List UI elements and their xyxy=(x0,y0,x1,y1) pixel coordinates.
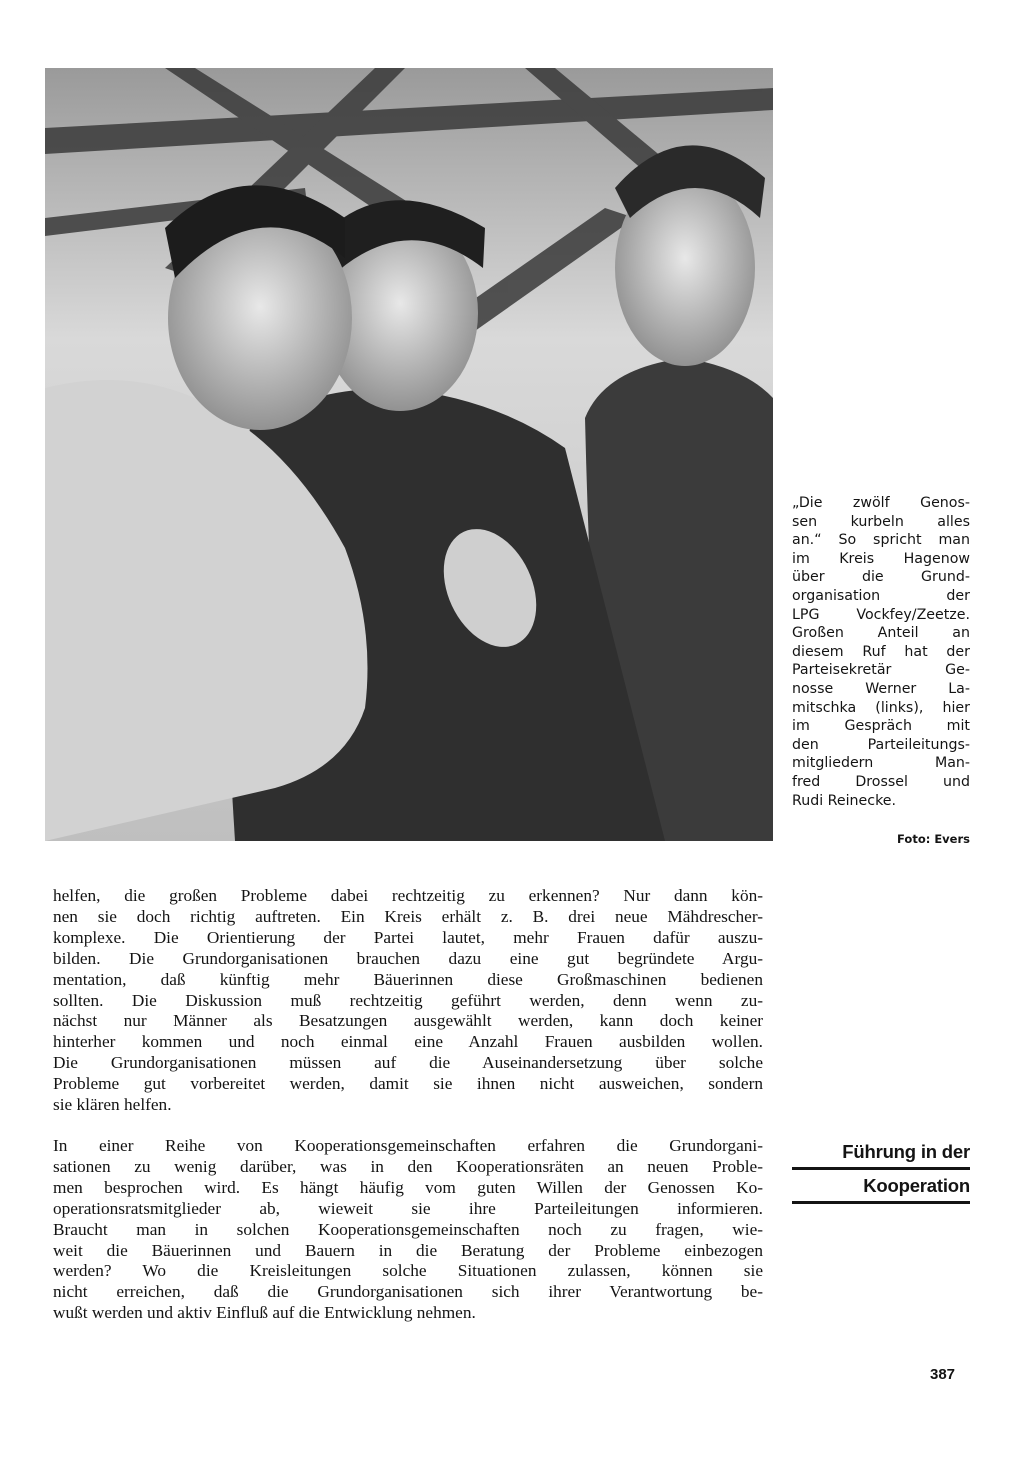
heading-rule xyxy=(792,1201,970,1204)
caption-line: mitgliedern Man- xyxy=(792,755,970,772)
caption-line: mitschka (links), hier xyxy=(792,699,970,716)
text-line: Braucht man in solchen Kooperationsgemeinschaften noch zu fragen, wie- xyxy=(53,1219,763,1239)
photo-credit: Foto: Evers xyxy=(897,832,970,846)
caption-line: LPG Vockfey/Zeetze. xyxy=(792,606,970,623)
text-line: werden? Wo die Kreisleitungen solche Situationen zulassen, können sie xyxy=(53,1261,763,1281)
caption-line: fred Drossel und xyxy=(792,773,970,790)
caption-line: diesem Ruf hat der xyxy=(792,643,970,660)
text-line: komplexe. Die Orientierung der Partei lautet, mehr Frauen dafür auszu- xyxy=(53,927,763,947)
caption-line: Parteisekretär Ge- xyxy=(792,662,970,679)
side-heading-line1: Führung in der xyxy=(842,1141,970,1162)
text-line: bilden. Die Grundorganisationen brauchen dazu eine gut begründete Argu- xyxy=(53,948,763,968)
photo-caption xyxy=(792,494,970,810)
side-heading-line2: Kooperation xyxy=(863,1175,970,1196)
paragraph xyxy=(53,1136,763,1324)
text-line: Die Grundorganisationen müssen auf die Auseinandersetzung über solche xyxy=(53,1053,763,1073)
text-line: weit die Bäuerinnen und Bauern in die Beratung der Probleme einbezogen xyxy=(53,1240,763,1260)
caption-line: organisation der xyxy=(792,587,970,604)
caption-line: im Gespräch mit xyxy=(792,718,970,735)
caption-line: an.“ So spricht man xyxy=(792,532,970,549)
caption-line: im Kreis Hagenow xyxy=(792,550,970,567)
caption-line: sen kurbeln alles xyxy=(792,513,970,530)
text-line: sollten. Die Diskussion muß rechtzeitig geführt werden, denn wenn zu- xyxy=(53,990,763,1010)
text-line: nächst nur Männer als Besatzungen ausgewählt werden, kann doch keiner xyxy=(53,1011,763,1031)
text-line: nen sie doch richtig auftreten. Ein Kreis erhält z. B. drei neue Mähdrescher- xyxy=(53,906,763,926)
page-number: 387 xyxy=(930,1366,956,1383)
caption-line: nosse Werner La- xyxy=(792,680,970,697)
caption-line: „Die zwölf Genos- xyxy=(792,495,970,511)
text-line: sie klären helfen. xyxy=(53,1095,172,1115)
text-line: In einer Reihe von Kooperationsgemeinschaften erfahren die Grundorgani- xyxy=(53,1136,763,1155)
text-line: Probleme gut vorbereitet werden, damit sie ihnen nicht ausweichen, sondern xyxy=(53,1074,763,1094)
photo-image xyxy=(45,68,773,841)
caption-line: über die Grund- xyxy=(792,569,970,586)
heading-rule xyxy=(792,1167,970,1170)
caption-line: Großen Anteil an xyxy=(792,625,970,642)
caption-line: den Parteileitungs- xyxy=(792,736,970,753)
paragraph xyxy=(53,886,763,1116)
text-line: helfen, die großen Probleme dabei rechtzeitig zu erkennen? Nur dann kön- xyxy=(53,886,763,905)
photo xyxy=(45,68,773,841)
text-line: operationsratsmitglieder ab, wieweit sie ihre Parteileitungen informieren. xyxy=(53,1198,763,1218)
caption-line: Rudi Reinecke. xyxy=(792,792,897,809)
text-line: mentation, daß künftig mehr Bäuerinnen diese Großmaschinen bedienen xyxy=(53,969,763,989)
text-line: nicht erreichen, daß die Grundorganisationen sich ihrer Verantwortung be- xyxy=(53,1282,763,1302)
text-line: wußt werden und aktiv Einfluß auf die Entwicklung nehmen. xyxy=(53,1303,476,1323)
text-line: sationen zu wenig darüber, was in den Kooperationsräten an neuen Proble- xyxy=(53,1156,763,1176)
text-line: hinterher kommen und noch einmal eine Anzahl Frauen ausbilden wollen. xyxy=(53,1032,763,1052)
text-line: men besprochen wird. Es hängt häufig vom guten Willen der Genossen Ko- xyxy=(53,1177,763,1197)
